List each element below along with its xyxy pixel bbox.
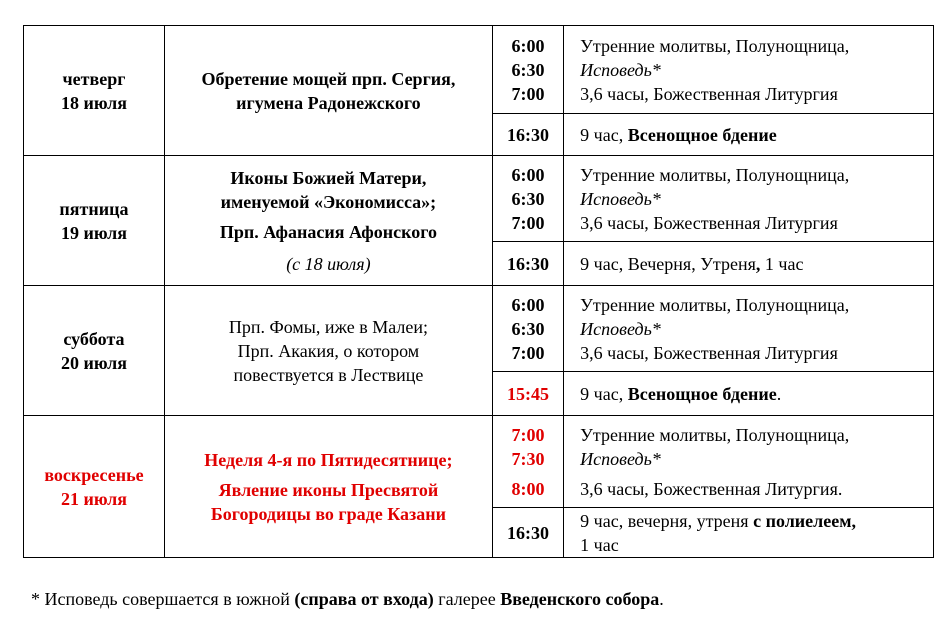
evening-text-post: .	[776, 383, 782, 404]
schedule-row-friday-morning	[24, 156, 934, 242]
service-time: 7:00	[511, 342, 545, 363]
service-time: 6:30	[511, 59, 545, 80]
morning-services	[564, 416, 934, 508]
evening-text-post: 1 час	[580, 534, 619, 555]
evening-services	[564, 242, 934, 286]
evening-services	[564, 508, 934, 558]
footnote-text: .	[659, 589, 664, 609]
day-cell-thursday	[24, 26, 165, 156]
footnote-text-bold: Введенского собора	[500, 589, 660, 609]
schedule-row-thursday-morning	[24, 26, 934, 114]
feast-line: Богородицы во граде Казани	[210, 503, 446, 524]
date: 18 июля	[60, 92, 127, 113]
evening-text: 9 час,	[580, 124, 628, 145]
weekday: суббота	[63, 328, 125, 349]
feast-line: Прп. Афанасия Афонского	[219, 221, 437, 242]
footnote-text-bold: (справа от входа)	[294, 589, 434, 609]
service-line-confession: Исповедь*	[580, 318, 661, 339]
evening-text-bold: с полиелеем,	[753, 510, 856, 531]
service-time: 6:00	[511, 164, 545, 185]
morning-times	[492, 156, 563, 242]
evening-text: 9 час, Вечерня, Утреня	[580, 253, 756, 274]
morning-times	[492, 416, 563, 508]
morning-services	[564, 156, 934, 242]
morning-times	[492, 286, 563, 372]
feast-cell-friday	[164, 156, 492, 286]
service-line: 3,6 часы, Божественная Литургия	[580, 83, 838, 104]
feast-cell-thursday	[164, 26, 492, 156]
schedule-table	[23, 25, 934, 558]
weekday: воскресенье	[44, 464, 144, 485]
date: 20 июля	[60, 352, 127, 373]
evening-text-bold: ,	[755, 253, 761, 274]
feast-line: Обретение мощей прп. Сергия,	[201, 68, 456, 89]
feast-cell-sunday	[164, 416, 492, 558]
service-line-confession: Исповедь*	[580, 448, 661, 469]
feast-line: повествуется в Лествице	[233, 364, 424, 385]
evening-text-bold: Всенощное бдение	[627, 124, 777, 145]
feast-note: (с 18 июля)	[286, 253, 371, 274]
service-line: Утренние молитвы, Полунощница,	[580, 35, 850, 56]
feast-line: Явление иконы Пресвятой	[218, 479, 439, 500]
service-time: 7:00	[511, 424, 545, 445]
service-time: 6:00	[511, 294, 545, 315]
service-line-confession: Исповедь*	[580, 188, 661, 209]
evening-text: 9 час,	[580, 383, 628, 404]
footnote-text: галерее	[433, 589, 501, 609]
service-time: 6:30	[511, 188, 545, 209]
evening-time: 16:30	[492, 114, 563, 156]
day-cell-friday	[24, 156, 165, 286]
evening-services	[564, 372, 934, 416]
footnote-text: * Исповедь совершается в южной	[31, 589, 295, 609]
date: 19 июля	[60, 222, 127, 243]
service-line: 3,6 часы, Божественная Литургия.	[580, 478, 843, 499]
weekday: пятница	[59, 198, 129, 219]
feast-line: Прп. Акакия, о котором	[237, 340, 420, 361]
service-line-confession: Исповедь*	[580, 59, 661, 80]
schedule-row-sunday-morning	[24, 416, 934, 508]
evening-services	[564, 114, 934, 156]
evening-text: 9 час, вечерня, утреня	[580, 510, 754, 531]
feast-line: игумена Радонежского	[236, 92, 421, 113]
service-line: Утренние молитвы, Полунощница,	[580, 424, 850, 445]
service-time: 7:30	[511, 448, 545, 469]
evening-text-bold: Всенощное бдение	[627, 383, 777, 404]
weekday: четверг	[62, 68, 126, 89]
feast-line: Неделя 4-я по Пятидесятнице;	[204, 449, 453, 470]
feast-line: Прп. Фомы, иже в Малеи;	[228, 316, 428, 337]
confession-footnote	[31, 587, 664, 611]
schedule-row-saturday-morning	[24, 286, 934, 372]
evening-text-post: 1 час	[760, 253, 804, 274]
day-cell-sunday	[24, 416, 165, 558]
feast-cell-saturday	[164, 286, 492, 416]
service-line: Утренние молитвы, Полунощница,	[580, 294, 850, 315]
morning-times	[492, 26, 563, 114]
service-time: 6:00	[511, 35, 545, 56]
date: 21 июля	[60, 488, 127, 509]
service-line: Утренние молитвы, Полунощница,	[580, 164, 850, 185]
evening-time: 15:45	[492, 372, 563, 416]
service-time: 7:00	[511, 83, 545, 104]
evening-time: 16:30	[492, 508, 563, 558]
service-line: 3,6 часы, Божественная Литургия	[580, 342, 838, 363]
service-time: 6:30	[511, 318, 545, 339]
morning-services	[564, 286, 934, 372]
feast-line: именуемой «Экономисса»;	[220, 191, 437, 212]
feast-line: Иконы Божией Матери,	[230, 167, 427, 188]
service-line: 3,6 часы, Божественная Литургия	[580, 212, 838, 233]
morning-services	[564, 26, 934, 114]
service-time: 7:00	[511, 212, 545, 233]
evening-time: 16:30	[492, 242, 563, 286]
day-cell-saturday	[24, 286, 165, 416]
service-time: 8:00	[511, 478, 545, 499]
